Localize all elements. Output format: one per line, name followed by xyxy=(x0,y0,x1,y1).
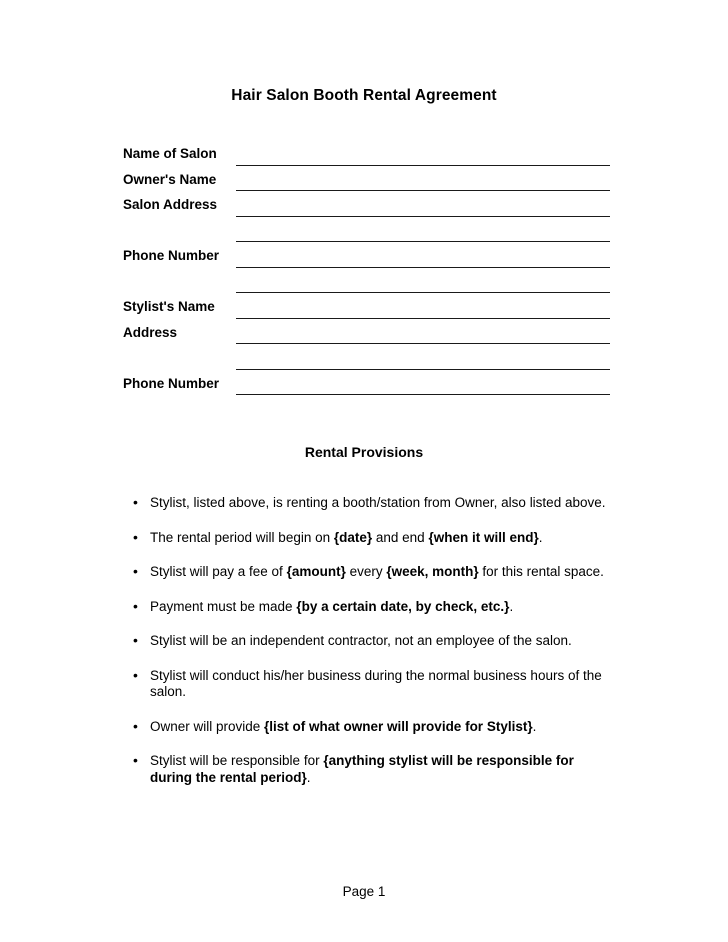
form-field-row xyxy=(123,293,610,319)
provision-text-segment: . xyxy=(306,769,311,785)
form-section xyxy=(123,140,610,395)
fill-in-line xyxy=(236,344,610,370)
field-label: Stylist's Name xyxy=(123,299,215,314)
form-field-row xyxy=(123,191,610,217)
provisions-heading: Rental Provisions xyxy=(304,444,424,460)
provision-text-segment: . xyxy=(532,718,537,734)
document-title: Hair Salon Booth Rental Agreement xyxy=(231,87,497,104)
provision-text-segment: Stylist, listed above, is renting a booth/station from Owner, also listed above. xyxy=(150,495,606,510)
fill-in-line xyxy=(236,370,610,396)
field-label: Salon Address xyxy=(123,197,218,212)
page-number: Page 1 xyxy=(342,884,386,899)
field-label xyxy=(123,288,236,293)
provision-text-segment: Stylist will conduct his/her business during the normal business hours of the salon. xyxy=(150,667,602,699)
provision-text-segment: The rental period will begin on xyxy=(150,529,334,545)
provision-item xyxy=(133,633,610,650)
form-field-row xyxy=(123,242,610,268)
provision-text-segment: Owner will provide xyxy=(150,718,265,734)
provision-text-segment: {list of what owner will provide for Stylist} xyxy=(264,718,533,734)
provision-text-segment: . xyxy=(509,598,514,614)
field-label xyxy=(123,237,236,242)
provision-text-segment: Stylist will be an independent contractor, not an employee of the salon. xyxy=(150,633,572,648)
fill-in-line xyxy=(236,293,610,319)
field-label: Address xyxy=(123,324,178,340)
fill-in-line xyxy=(236,242,610,268)
fill-in-line xyxy=(236,319,610,345)
form-field-row xyxy=(123,370,610,396)
provision-text-segment: {by a certain date, by check, etc.} xyxy=(296,598,510,614)
provision-text-segment: for this rental space. xyxy=(478,564,604,579)
fill-in-line xyxy=(236,140,610,166)
field-label xyxy=(123,365,236,370)
provision-text-segment: . xyxy=(538,529,543,545)
form-field-row xyxy=(123,344,610,370)
provision-item xyxy=(133,495,610,512)
form-field-row xyxy=(123,268,610,294)
provision-item xyxy=(133,564,610,581)
field-label: Owner's Name xyxy=(123,171,217,187)
field-label: Name of Salon xyxy=(123,146,217,161)
provision-text-segment: {anything stylist will be responsible for during the rental period} xyxy=(150,753,574,785)
provisions-list xyxy=(133,495,610,804)
field-label: Phone Number xyxy=(123,375,220,391)
form-field-row xyxy=(123,217,610,243)
provision-text-segment: and end xyxy=(372,529,429,545)
provision-item xyxy=(133,599,610,616)
provision-text-segment: {date} xyxy=(333,529,373,545)
provision-text-segment: {amount} xyxy=(286,564,346,579)
field-label: Phone Number xyxy=(123,248,220,263)
provision-text-segment: {week, month} xyxy=(386,564,479,579)
provision-text-segment: Stylist will pay a fee of xyxy=(150,564,287,579)
form-field-row xyxy=(123,319,610,345)
fill-in-line xyxy=(236,166,610,192)
provision-text-segment: {when it will end} xyxy=(428,529,539,545)
provision-item xyxy=(133,530,610,547)
form-field-row xyxy=(123,140,610,166)
provision-text-segment: Stylist will be responsible for xyxy=(150,753,324,768)
provision-text-segment: Payment must be made xyxy=(150,598,297,614)
provision-item xyxy=(133,719,610,736)
fill-in-line xyxy=(236,268,610,294)
provision-item xyxy=(133,753,610,786)
fill-in-line xyxy=(236,191,610,217)
provision-item xyxy=(133,668,610,701)
fill-in-line xyxy=(236,217,610,243)
form-field-row xyxy=(123,166,610,192)
provision-text-segment: every xyxy=(345,564,387,579)
